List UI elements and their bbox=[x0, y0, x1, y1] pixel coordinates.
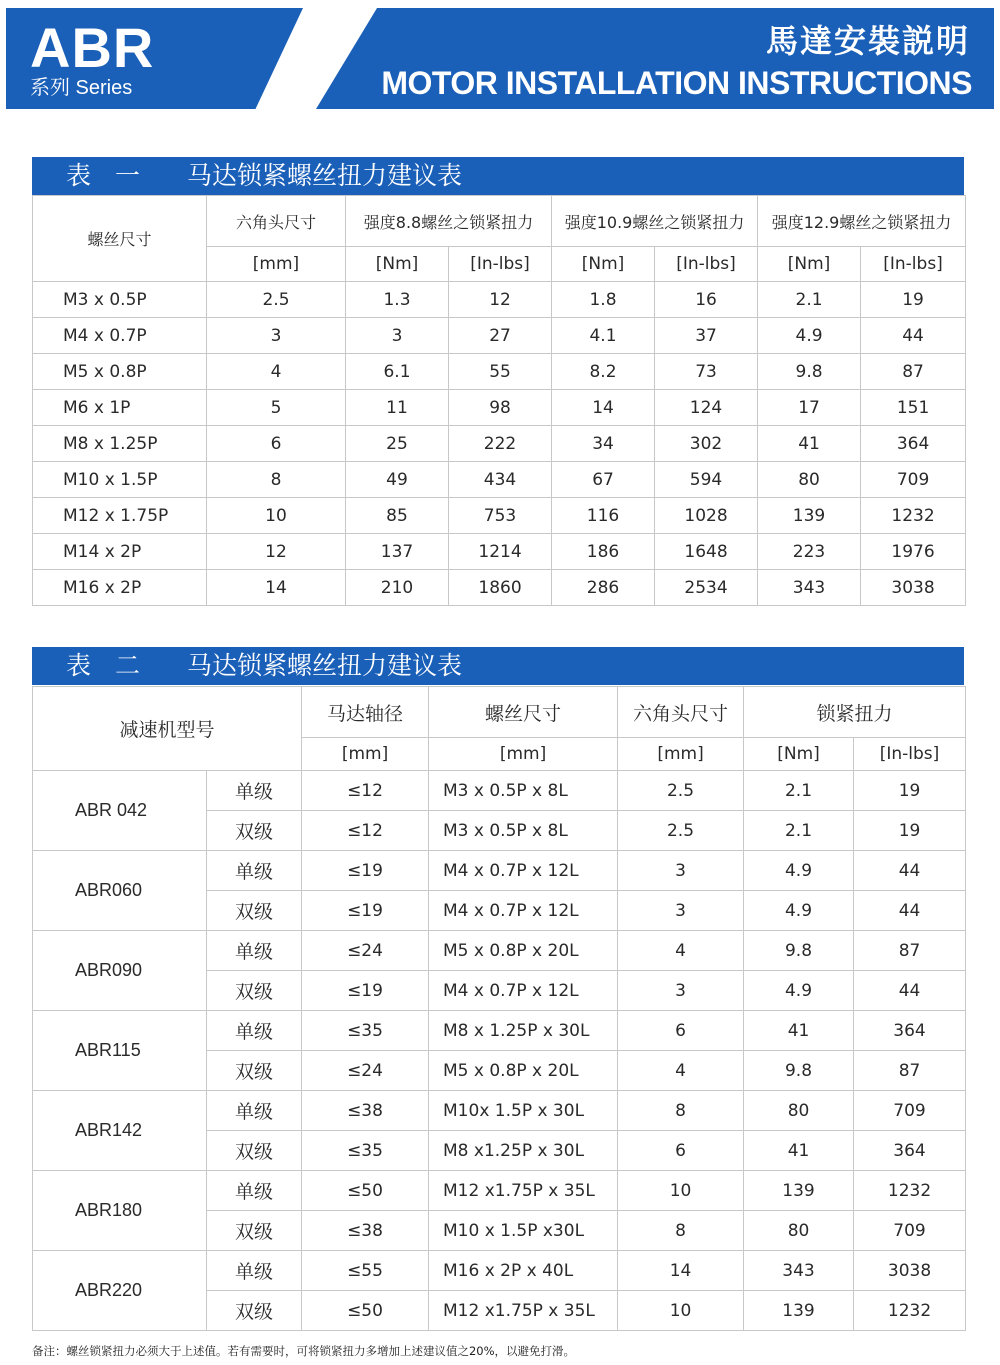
table-row bbox=[33, 426, 966, 462]
brand-logo: ABR bbox=[30, 16, 155, 79]
t1-value-cell: 9.8 bbox=[758, 354, 861, 390]
t2-shaft-cell: ≤12 bbox=[302, 771, 429, 811]
t1-value-cell: 10 bbox=[207, 498, 346, 534]
t2-screw-cell: M5 x 0.8P x 20L bbox=[429, 1051, 618, 1091]
torque-table-1 bbox=[32, 195, 966, 606]
t1-value-cell: 27 bbox=[449, 318, 552, 354]
t2-hex-cell: 4 bbox=[618, 931, 744, 971]
t2-stage-cell: 单级 bbox=[207, 1171, 302, 1211]
t2-model-cell: ABR115 bbox=[33, 1011, 207, 1091]
t2-stage-cell: 单级 bbox=[207, 1011, 302, 1051]
t1-value-cell: 364 bbox=[861, 426, 966, 462]
t1-value-cell: 753 bbox=[449, 498, 552, 534]
t1-value-cell: 34 bbox=[552, 426, 655, 462]
t1-value-cell: 4.1 bbox=[552, 318, 655, 354]
torque-table-2 bbox=[32, 686, 966, 1331]
t1-value-cell: 286 bbox=[552, 570, 655, 606]
t1-value-cell: 80 bbox=[758, 462, 861, 498]
t2-nm-cell: 9.8 bbox=[744, 1051, 854, 1091]
t2-shaft-cell: ≤55 bbox=[302, 1251, 429, 1291]
t1-value-cell: 4 bbox=[207, 354, 346, 390]
t1-value-cell: 87 bbox=[861, 354, 966, 390]
t2-nm-cell: 4.9 bbox=[744, 971, 854, 1011]
t1-screw-size-cell: M12 x 1.75P bbox=[33, 498, 207, 534]
t1-unit-cell: [Nm] bbox=[758, 247, 861, 282]
t2-inlbs-cell: 709 bbox=[854, 1211, 966, 1251]
t1-value-cell: 14 bbox=[552, 390, 655, 426]
t1-value-cell: 3 bbox=[207, 318, 346, 354]
t2-stage-cell: 双级 bbox=[207, 891, 302, 931]
t1-value-cell: 6.1 bbox=[346, 354, 449, 390]
t2-stage-cell: 双级 bbox=[207, 971, 302, 1011]
t2-shaft-cell: ≤19 bbox=[302, 971, 429, 1011]
table-row bbox=[33, 462, 966, 498]
t2-unit-cell: [mm] bbox=[429, 738, 618, 771]
page-title-cn: 馬達安裝説明 bbox=[765, 22, 970, 60]
t2-inlbs-cell: 44 bbox=[854, 851, 966, 891]
t2-nm-cell: 139 bbox=[744, 1171, 854, 1211]
t1-value-cell: 151 bbox=[861, 390, 966, 426]
t2-screw-cell: M4 x 0.7P x 12L bbox=[429, 851, 618, 891]
t1-value-cell: 1232 bbox=[861, 498, 966, 534]
t2-screw-cell: M12 x1.75P x 35L bbox=[429, 1171, 618, 1211]
t2-screw-cell: M4 x 0.7P x 12L bbox=[429, 891, 618, 931]
t1-value-cell: 434 bbox=[449, 462, 552, 498]
t2-hex-cell: 3 bbox=[618, 891, 744, 931]
t1-screw-size-cell: M6 x 1P bbox=[33, 390, 207, 426]
t2-shaft-cell: ≤35 bbox=[302, 1131, 429, 1171]
t2-hex-cell: 6 bbox=[618, 1131, 744, 1171]
table2-number: 表 二 bbox=[66, 651, 148, 680]
t1-unit-cell: [In-lbs] bbox=[449, 247, 552, 282]
page-title-en: MOTOR INSTALLATION INSTRUCTIONS bbox=[381, 65, 972, 101]
t2-shaft-cell: ≤19 bbox=[302, 851, 429, 891]
t1-value-cell: 3038 bbox=[861, 570, 966, 606]
table-row bbox=[33, 282, 966, 318]
t2-model-cell: ABR220 bbox=[33, 1251, 207, 1331]
t1-value-cell: 14 bbox=[207, 570, 346, 606]
t2-nm-cell: 80 bbox=[744, 1091, 854, 1131]
t2-screw-cell: M3 x 0.5P x 8L bbox=[429, 811, 618, 851]
table-row bbox=[33, 390, 966, 426]
t2-head-model: 减速机型号 bbox=[33, 687, 302, 771]
table-row bbox=[33, 931, 966, 971]
footnote: 备注：螺丝锁紧扭力必须大于上述值。若有需要时，可将锁紧扭力多增加上述建议值之20%，以避免打滑。 bbox=[32, 1344, 576, 1358]
t2-nm-cell: 343 bbox=[744, 1251, 854, 1291]
t2-inlbs-cell: 1232 bbox=[854, 1291, 966, 1331]
t1-value-cell: 223 bbox=[758, 534, 861, 570]
table-row bbox=[33, 1091, 966, 1131]
t2-stage-cell: 双级 bbox=[207, 1051, 302, 1091]
table2-title-bar bbox=[32, 647, 964, 685]
t2-model-cell: ABR180 bbox=[33, 1171, 207, 1251]
t2-hex-cell: 4 bbox=[618, 1051, 744, 1091]
t2-inlbs-cell: 709 bbox=[854, 1091, 966, 1131]
t1-value-cell: 1.8 bbox=[552, 282, 655, 318]
t1-value-cell: 3 bbox=[346, 318, 449, 354]
t2-shaft-cell: ≤24 bbox=[302, 931, 429, 971]
t2-unit-cell: [mm] bbox=[618, 738, 744, 771]
t1-value-cell: 1214 bbox=[449, 534, 552, 570]
t2-screw-cell: M8 x 1.25P x 30L bbox=[429, 1011, 618, 1051]
t2-model-cell: ABR090 bbox=[33, 931, 207, 1011]
t2-stage-cell: 双级 bbox=[207, 811, 302, 851]
t1-screw-size-cell: M8 x 1.25P bbox=[33, 426, 207, 462]
t1-unit-cell: [Nm] bbox=[552, 247, 655, 282]
t2-inlbs-cell: 87 bbox=[854, 1051, 966, 1091]
t1-screw-size-cell: M16 x 2P bbox=[33, 570, 207, 606]
t1-value-cell: 55 bbox=[449, 354, 552, 390]
t1-value-cell: 1860 bbox=[449, 570, 552, 606]
t1-value-cell: 41 bbox=[758, 426, 861, 462]
table-row bbox=[33, 771, 966, 811]
t1-value-cell: 302 bbox=[655, 426, 758, 462]
table-row bbox=[33, 1011, 966, 1051]
t2-nm-cell: 41 bbox=[744, 1131, 854, 1171]
t1-value-cell: 222 bbox=[449, 426, 552, 462]
t1-value-cell: 5 bbox=[207, 390, 346, 426]
table1-number: 表 一 bbox=[66, 161, 148, 190]
t2-model-cell: ABR 042 bbox=[33, 771, 207, 851]
t2-inlbs-cell: 364 bbox=[854, 1131, 966, 1171]
t1-head-grade-8.8: 强度8.8螺丝之锁紧扭力 bbox=[346, 196, 552, 247]
t1-head-grade-10.9: 强度10.9螺丝之锁紧扭力 bbox=[552, 196, 758, 247]
table-row bbox=[33, 1251, 966, 1291]
t2-stage-cell: 双级 bbox=[207, 1291, 302, 1331]
t1-value-cell: 210 bbox=[346, 570, 449, 606]
t2-unit-cell: [In-lbs] bbox=[854, 738, 966, 771]
t2-hex-cell: 2.5 bbox=[618, 811, 744, 851]
t1-head-hex: 六角头尺寸 bbox=[207, 196, 346, 247]
t1-value-cell: 2.5 bbox=[207, 282, 346, 318]
t1-head-screw-size: 螺丝尺寸 bbox=[33, 196, 207, 282]
t1-screw-size-cell: M3 x 0.5P bbox=[33, 282, 207, 318]
series-label: 系列 Series bbox=[30, 77, 133, 99]
t2-unit-cell: [Nm] bbox=[744, 738, 854, 771]
table-row bbox=[33, 1171, 966, 1211]
t2-unit-cell: [mm] bbox=[302, 738, 429, 771]
t1-value-cell: 11 bbox=[346, 390, 449, 426]
t1-value-cell: 17 bbox=[758, 390, 861, 426]
t2-inlbs-cell: 19 bbox=[854, 811, 966, 851]
t1-value-cell: 73 bbox=[655, 354, 758, 390]
t1-value-cell: 98 bbox=[449, 390, 552, 426]
t2-stage-cell: 单级 bbox=[207, 771, 302, 811]
t2-nm-cell: 4.9 bbox=[744, 891, 854, 931]
t2-shaft-cell: ≤19 bbox=[302, 891, 429, 931]
t1-value-cell: 8 bbox=[207, 462, 346, 498]
t1-value-cell: 137 bbox=[346, 534, 449, 570]
t1-value-cell: 1976 bbox=[861, 534, 966, 570]
t1-head-grade-12.9: 强度12.9螺丝之锁紧扭力 bbox=[758, 196, 966, 247]
t2-hex-cell: 8 bbox=[618, 1211, 744, 1251]
t2-inlbs-cell: 44 bbox=[854, 971, 966, 1011]
t2-nm-cell: 9.8 bbox=[744, 931, 854, 971]
t1-value-cell: 1028 bbox=[655, 498, 758, 534]
t1-value-cell: 343 bbox=[758, 570, 861, 606]
table1-title: 马达锁紧螺丝扭力建议表 bbox=[187, 161, 463, 190]
t1-value-cell: 709 bbox=[861, 462, 966, 498]
t2-shaft-cell: ≤50 bbox=[302, 1171, 429, 1211]
t1-value-cell: 594 bbox=[655, 462, 758, 498]
t1-value-cell: 139 bbox=[758, 498, 861, 534]
t2-stage-cell: 双级 bbox=[207, 1131, 302, 1171]
t2-head-torque: 锁紧扭力 bbox=[744, 687, 966, 738]
t1-value-cell: 19 bbox=[861, 282, 966, 318]
t1-value-cell: 6 bbox=[207, 426, 346, 462]
t1-value-cell: 37 bbox=[655, 318, 758, 354]
t1-value-cell: 67 bbox=[552, 462, 655, 498]
table-row bbox=[33, 318, 966, 354]
table-row bbox=[33, 498, 966, 534]
t2-model-cell: ABR142 bbox=[33, 1091, 207, 1171]
t2-shaft-cell: ≤38 bbox=[302, 1091, 429, 1131]
t2-hex-cell: 3 bbox=[618, 851, 744, 891]
t2-nm-cell: 139 bbox=[744, 1291, 854, 1331]
t2-screw-cell: M5 x 0.8P x 20L bbox=[429, 931, 618, 971]
t2-inlbs-cell: 44 bbox=[854, 891, 966, 931]
t2-nm-cell: 2.1 bbox=[744, 771, 854, 811]
t2-stage-cell: 单级 bbox=[207, 851, 302, 891]
t1-value-cell: 116 bbox=[552, 498, 655, 534]
t2-screw-cell: M16 x 2P x 40L bbox=[429, 1251, 618, 1291]
t1-value-cell: 25 bbox=[346, 426, 449, 462]
t2-stage-cell: 单级 bbox=[207, 931, 302, 971]
t1-value-cell: 49 bbox=[346, 462, 449, 498]
t2-shaft-cell: ≤38 bbox=[302, 1211, 429, 1251]
t1-screw-size-cell: M10 x 1.5P bbox=[33, 462, 207, 498]
t2-screw-cell: M10x 1.5P x 30L bbox=[429, 1091, 618, 1131]
t2-nm-cell: 4.9 bbox=[744, 851, 854, 891]
t2-model-cell: ABR060 bbox=[33, 851, 207, 931]
t2-nm-cell: 41 bbox=[744, 1011, 854, 1051]
t2-inlbs-cell: 1232 bbox=[854, 1171, 966, 1211]
t2-inlbs-cell: 87 bbox=[854, 931, 966, 971]
t2-shaft-cell: ≤12 bbox=[302, 811, 429, 851]
t1-value-cell: 2.1 bbox=[758, 282, 861, 318]
t1-unit-cell: [In-lbs] bbox=[655, 247, 758, 282]
t2-head-screw: 螺丝尺寸 bbox=[429, 687, 618, 738]
t2-screw-cell: M10 x 1.5P x30L bbox=[429, 1211, 618, 1251]
t2-stage-cell: 双级 bbox=[207, 1211, 302, 1251]
t2-hex-cell: 2.5 bbox=[618, 771, 744, 811]
t1-value-cell: 186 bbox=[552, 534, 655, 570]
table-row bbox=[33, 354, 966, 390]
t2-inlbs-cell: 3038 bbox=[854, 1251, 966, 1291]
t1-unit-cell: [Nm] bbox=[346, 247, 449, 282]
t2-screw-cell: M12 x1.75P x 35L bbox=[429, 1291, 618, 1331]
t2-stage-cell: 单级 bbox=[207, 1251, 302, 1291]
t1-screw-size-cell: M14 x 2P bbox=[33, 534, 207, 570]
t2-inlbs-cell: 19 bbox=[854, 771, 966, 811]
t1-value-cell: 8.2 bbox=[552, 354, 655, 390]
t2-head-hex: 六角头尺寸 bbox=[618, 687, 744, 738]
t1-value-cell: 44 bbox=[861, 318, 966, 354]
t2-hex-cell: 6 bbox=[618, 1011, 744, 1051]
t2-inlbs-cell: 364 bbox=[854, 1011, 966, 1051]
t1-value-cell: 85 bbox=[346, 498, 449, 534]
t2-nm-cell: 2.1 bbox=[744, 811, 854, 851]
t1-unit-cell: [In-lbs] bbox=[861, 247, 966, 282]
t2-hex-cell: 3 bbox=[618, 971, 744, 1011]
t1-value-cell: 1.3 bbox=[346, 282, 449, 318]
t2-hex-cell: 14 bbox=[618, 1251, 744, 1291]
t2-screw-cell: M3 x 0.5P x 8L bbox=[429, 771, 618, 811]
t1-value-cell: 16 bbox=[655, 282, 758, 318]
t2-stage-cell: 单级 bbox=[207, 1091, 302, 1131]
table-row bbox=[33, 570, 966, 606]
t2-screw-cell: M4 x 0.7P x 12L bbox=[429, 971, 618, 1011]
t1-value-cell: 124 bbox=[655, 390, 758, 426]
t1-unit-cell: [mm] bbox=[207, 247, 346, 282]
t2-shaft-cell: ≤50 bbox=[302, 1291, 429, 1331]
t2-screw-cell: M8 x1.25P x 30L bbox=[429, 1131, 618, 1171]
table-row bbox=[33, 534, 966, 570]
t1-value-cell: 12 bbox=[449, 282, 552, 318]
t2-head-shaft: 马达轴径 bbox=[302, 687, 429, 738]
t1-screw-size-cell: M4 x 0.7P bbox=[33, 318, 207, 354]
table2-title: 马达锁紧螺丝扭力建议表 bbox=[187, 651, 463, 680]
t1-value-cell: 12 bbox=[207, 534, 346, 570]
t2-hex-cell: 10 bbox=[618, 1171, 744, 1211]
t2-hex-cell: 10 bbox=[618, 1291, 744, 1331]
t1-value-cell: 1648 bbox=[655, 534, 758, 570]
t2-shaft-cell: ≤35 bbox=[302, 1011, 429, 1051]
t2-hex-cell: 8 bbox=[618, 1091, 744, 1131]
table-row bbox=[33, 851, 966, 891]
t1-screw-size-cell: M5 x 0.8P bbox=[33, 354, 207, 390]
table1-title-bar bbox=[32, 157, 964, 195]
t1-value-cell: 2534 bbox=[655, 570, 758, 606]
t1-value-cell: 4.9 bbox=[758, 318, 861, 354]
t2-shaft-cell: ≤24 bbox=[302, 1051, 429, 1091]
t2-nm-cell: 80 bbox=[744, 1211, 854, 1251]
